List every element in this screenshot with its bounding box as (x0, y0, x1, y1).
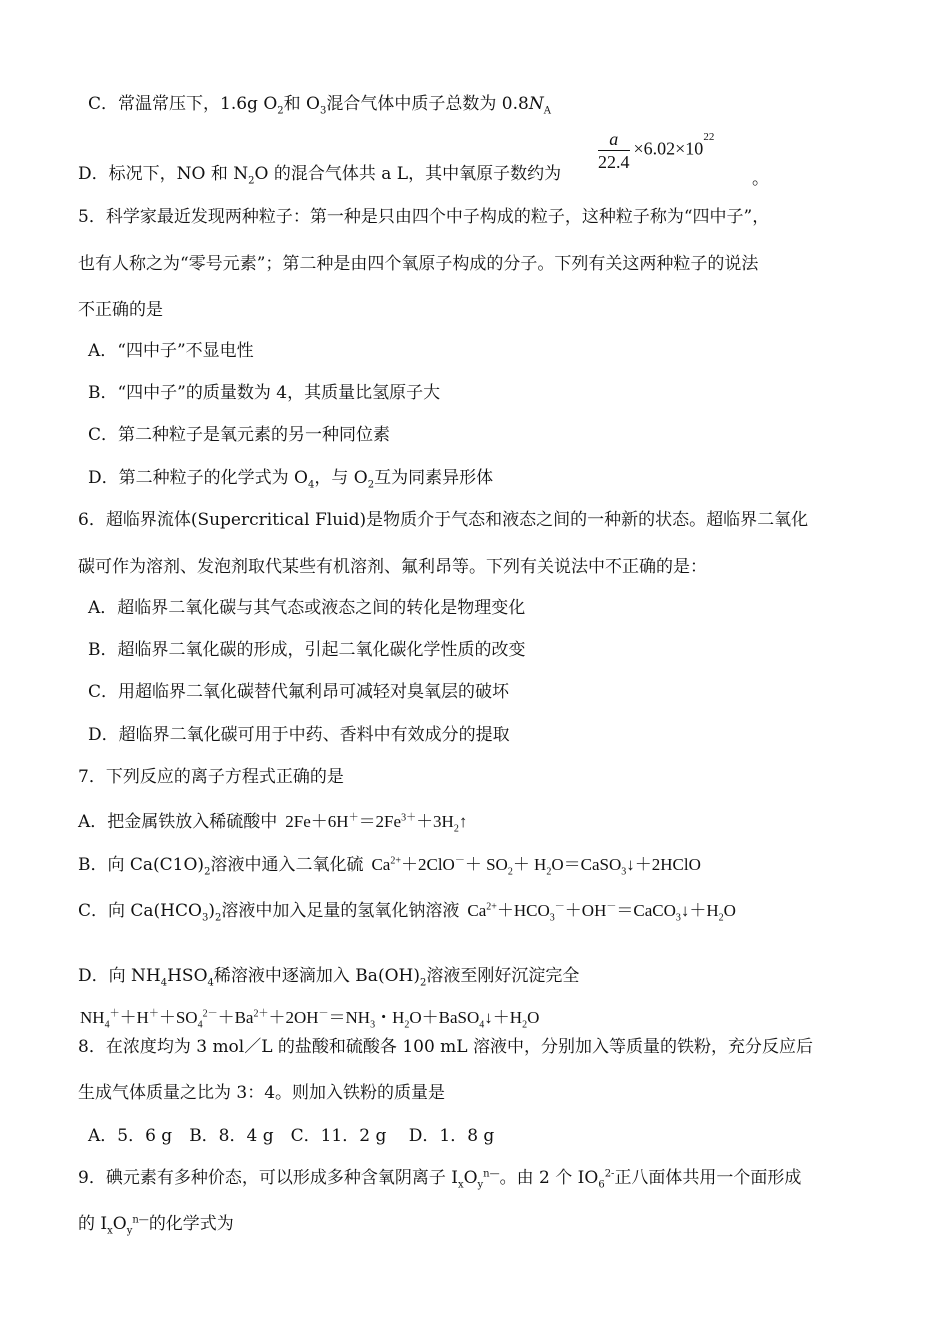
q7-d-equation: $NH_4^++H^++SO_4^{2-}+Ba^{2+}+2OH^-=NH_3$・$H_2O+BaSO_4↓+H_2O$ (80, 1008, 540, 1031)
q7-stem: 7．下列反应的离子方程式正确的是 (78, 767, 344, 787)
fraction-numerator: a (598, 128, 630, 151)
q7-a-equation: $2Fe+6H^+=2Fe^{3+}+3H_2↑$ (285, 812, 468, 835)
q6-option-b: B．超临界二氧化碳的形成，引起二氧化碳化学性质的改变 (88, 640, 526, 660)
q7-option-c: C．向 $Ca(HCO_3)_2$溶液中加入足量的氢氧化钠溶液 $Ca^{2+}+HCO_3^-+OH^-=CaCO_3↓+H_2O$ (78, 901, 736, 924)
text: N (528, 94, 544, 114)
text: D．向 NH (78, 966, 161, 986)
q7-b-equation: $Ca^{2+}+2ClO^-+ SO_2+$ $H_2O=CaSO_3↓+2HClO$ (371, 855, 701, 878)
q9-stem-2: 的 $I_xO_y^{n—}$的化学式为 (78, 1214, 234, 1237)
text: B．向 Ca(C1O) (78, 855, 205, 875)
text: 和 O (283, 94, 320, 114)
text: 互为同素异形体 (374, 468, 494, 488)
text: 稀溶液中逐滴加入 Ba(OH) (213, 966, 420, 986)
text: A (543, 105, 551, 117)
q7-option-b: B．向 $Ca(C1O)_2$溶液中通入二氧化硫 $Ca^{2+}+2ClO^-+ SO_2+$ $H_2O=CaSO_3↓+2HClO$ (78, 855, 701, 878)
q6-option-a: A．超临界二氧化碳与其气态或液态之间的转化是物理变化 (88, 598, 526, 618)
text: 。由 2 个 IO (499, 1168, 599, 1188)
q4-option-d (78, 162, 561, 186)
q5-stem-2: 也有人称之为“零号元素”；第二种是由四个氧原子构成的分子。下列有关这两种粒子的说法 (78, 254, 759, 274)
text: HSO (167, 966, 208, 986)
q5-option-d: D．第二种粒子的化学式为 $O_4$，与 $O_2$互为同素异形体 (88, 468, 494, 491)
q5-option-a: A．“四中子”不显电性 (88, 341, 254, 361)
text: C．向 Ca(HCO (78, 901, 202, 921)
text: 溶液中通入二氧化硫 (210, 855, 364, 875)
q4-d-formula (594, 128, 714, 173)
text: D．第二种粒子的化学式为 O (88, 468, 308, 488)
text: 的 I (78, 1214, 108, 1234)
fraction-denominator: 22.4 (598, 152, 630, 172)
q9-stem-1: 9．碘元素有多种价态，可以形成多种含氧阴离子 $I_xO_y^{n—}$。由 2 个 $IO_6^{2-}$正八面体共用一个面形成 (78, 1168, 802, 1191)
q7-option-a (78, 810, 467, 834)
text: 22 (703, 130, 715, 143)
q5-stem-1: 5．科学家最近发现两种粒子：第一种是只由四个中子构成的粒子，这种粒子称为“四中子”， (78, 207, 770, 227)
q8-stem-1: 8．在浓度均为 3 mol／L 的盐酸和硫酸各 100 mL 溶液中，分别加入等质量的铁粉，充分反应后 (78, 1037, 813, 1057)
q5-option-b: B．“四中子”的质量数为 4，其质量比氢原子大 (88, 383, 441, 403)
text: A．把金属铁放入稀硫酸中 (78, 812, 278, 832)
text: D．标况下，NO 和 N (78, 164, 249, 184)
q6-stem-1: 6．超临界流体(Supercritical Fluid)是物质介于气态和液态之间的一种新的状态。超临界二氧化 (78, 510, 809, 530)
q6-option-d: D．超临界二氧化碳可用于中药、香料中有效成分的提取 (88, 725, 510, 745)
text: O 的混合气体共 a L，其中氧原子数约为 (254, 164, 562, 184)
q6-stem-2: 碳可作为溶剂、发泡剂取代某些有机溶剂、氟利昂等。下列有关说法中不正确的是： (78, 557, 707, 577)
text: ×6.02×10 (633, 138, 704, 159)
q4-option-c: C．常温常压下，1.6g $O_2$和 $O_3$混合气体中质子总数为 $0.8N_A$ (88, 94, 551, 117)
q8-stem-2: 生成气体质量之比为 3：4。则加入铁粉的质量是 (78, 1083, 446, 1103)
fraction (598, 128, 630, 173)
q7-option-d: D．向 $NH_4HSO_4$稀溶液中逐滴加入 $Ba(OH)_2$溶液至刚好沉淀完全 (78, 966, 580, 989)
q7-c-equation: $Ca^{2+}+HCO_3^-+OH^-=CaCO_3↓+H_2O$ (467, 901, 736, 924)
text: 的化学式为 (148, 1214, 234, 1234)
text: C．常温常压下，1.6g O (88, 94, 278, 114)
q5-stem-3: 不正确的是 (78, 300, 163, 320)
text: 混合气体中质子总数为 0.8 (326, 94, 529, 114)
text: 溶液至刚好沉淀完全 (426, 966, 580, 986)
q6-option-c: C．用超临界二氧化碳替代氟利昂可减轻对臭氧层的破坏 (88, 682, 510, 702)
q8-options: A．5．6 g B．8．4 g C．11．2 g D．1．8 g (88, 1126, 495, 1146)
text: 9．碘元素有多种价态，可以形成多种含氧阴离子 I (78, 1168, 458, 1188)
text: 溶液中加入足量的氢氧化钠溶液 (221, 901, 460, 921)
text: ，与 O (314, 468, 368, 488)
q5-option-c: C．第二种粒子是氧元素的另一种同位素 (88, 425, 391, 445)
text: 2 (248, 175, 255, 187)
text: 。 (752, 169, 769, 189)
text: 正八面体共用一个面形成 (614, 1168, 802, 1188)
